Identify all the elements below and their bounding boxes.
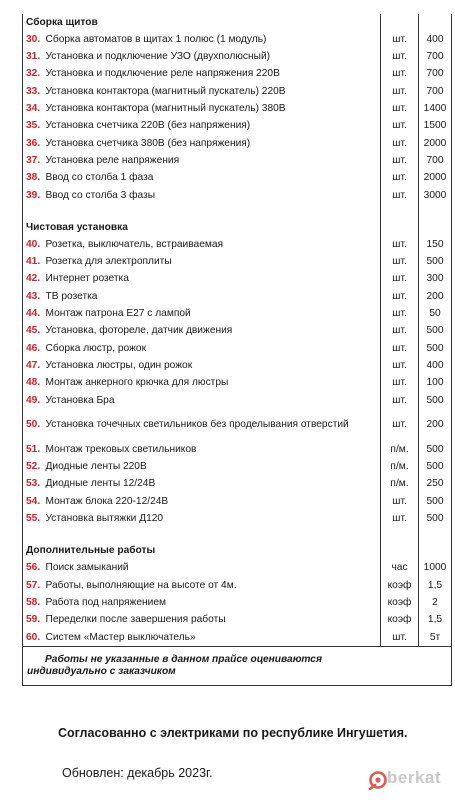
item-number: 57.	[23, 577, 46, 594]
item-price: 150	[419, 236, 452, 253]
item-unit: шт.	[381, 66, 419, 83]
item-price: 400	[419, 357, 452, 374]
item-name: Диодные ленты 12/24В	[45, 478, 156, 490]
item-number: 35.	[23, 117, 46, 134]
item-name: Установка Бра	[45, 394, 115, 406]
table-row	[23, 100, 452, 117]
item-number: 50.	[23, 409, 46, 441]
table-row	[23, 629, 452, 647]
item-number: 38.	[23, 169, 46, 186]
table-row	[23, 253, 452, 270]
item-name: Установка и подключение реле напряжения 220В	[45, 68, 280, 80]
item-name: ТВ розетка	[45, 290, 98, 302]
item-name: Монтаж трековых светильников	[45, 443, 197, 455]
item-name: Установка вытяжки Д120	[45, 513, 164, 525]
item-number: 60.	[23, 629, 46, 647]
table-row	[23, 409, 452, 441]
item-price: 100	[419, 374, 452, 391]
item-price: 2000	[419, 135, 452, 152]
item-price: 1400	[419, 100, 452, 117]
item-name: Установка счетчика 380В (без напряжения)	[45, 137, 251, 149]
item-name: Переделки после завершения работы	[45, 614, 226, 626]
item-price: 1,5	[419, 577, 452, 594]
note-row	[23, 646, 452, 685]
section-title: Сборка щитов	[23, 14, 381, 31]
item-unit: шт.	[381, 305, 419, 322]
item-unit: шт.	[381, 187, 419, 204]
item-number: 47.	[23, 357, 46, 374]
section-header-panel	[23, 14, 452, 31]
spacer-row	[23, 527, 452, 542]
table-row	[23, 510, 452, 527]
item-unit: шт.	[381, 288, 419, 305]
table-row	[23, 559, 452, 576]
spacer-row	[23, 204, 452, 219]
table-row	[23, 187, 452, 204]
item-price: 500	[419, 510, 452, 527]
table-row	[23, 48, 452, 65]
note-line-2: индивидуально с заказчиком	[27, 665, 176, 677]
item-unit: шт.	[381, 409, 419, 441]
table-row	[23, 611, 452, 628]
item-price: 500	[419, 322, 452, 339]
agreement-text: Согласованно с электриками по республике Ингушетия.	[58, 726, 408, 740]
item-price: 2000	[419, 169, 452, 186]
item-number: 58.	[23, 594, 46, 611]
item-number: 32.	[23, 66, 46, 83]
berkat-logo-icon	[367, 769, 389, 791]
item-price: 500	[419, 493, 452, 510]
item-unit: п/м.	[381, 458, 419, 475]
item-price: 200	[419, 288, 452, 305]
item-price: 2	[419, 594, 452, 611]
item-name: Систем «Мастер выключатель»	[45, 631, 196, 643]
item-name: Работа под напряжением	[45, 596, 167, 608]
item-unit: шт.	[381, 48, 419, 65]
item-price: 1000	[419, 559, 452, 576]
section-title: Чистовая установка	[23, 219, 381, 236]
item-unit: шт.	[381, 31, 419, 48]
item-unit: коэф	[381, 577, 419, 594]
table-row	[23, 594, 452, 611]
item-name: Сборка автоматов в щитах 1 полюс (1 модуль)	[45, 33, 267, 45]
item-number: 36.	[23, 135, 46, 152]
brand-watermark	[367, 767, 455, 797]
item-number: 56.	[23, 559, 46, 576]
item-name: Установка точечных светильников без проделывания отверстий	[45, 419, 349, 431]
item-unit: п/м.	[381, 476, 419, 493]
item-number: 52.	[23, 458, 46, 475]
item-price: 3000	[419, 187, 452, 204]
item-number: 45.	[23, 322, 46, 339]
item-number: 49.	[23, 392, 46, 409]
item-price: 1,5	[419, 611, 452, 628]
item-number: 30.	[23, 31, 46, 48]
table-row	[23, 374, 452, 391]
item-price: 700	[419, 152, 452, 169]
item-number: 37.	[23, 152, 46, 169]
table-row	[23, 476, 452, 493]
item-name: Установка счетчика 220В (без напряжения)	[45, 120, 251, 132]
item-price: 1500	[419, 117, 452, 134]
item-price: 250	[419, 476, 452, 493]
item-number: 51.	[23, 441, 46, 458]
item-name: Работы, выполняющие на высоте от 4м.	[45, 579, 237, 591]
brand-name: berkat	[387, 768, 442, 787]
item-unit: шт.	[381, 357, 419, 374]
item-name: Установка реле напряжения	[45, 154, 180, 166]
table-row	[23, 392, 452, 409]
item-price: 500	[419, 458, 452, 475]
item-unit: шт.	[381, 629, 419, 647]
item-unit: шт.	[381, 152, 419, 169]
item-unit: шт.	[381, 135, 419, 152]
table-row	[23, 236, 452, 253]
item-number: 34.	[23, 100, 46, 117]
item-unit: шт.	[381, 253, 419, 270]
item-number: 39.	[23, 187, 46, 204]
table-row	[23, 135, 452, 152]
item-name: Установка и подключение УЗО (двухполюсный)	[45, 51, 271, 63]
item-price: 500	[419, 340, 452, 357]
item-name: Ввод со столба 3 фазы	[45, 189, 156, 201]
item-unit: коэф	[381, 594, 419, 611]
table-row	[23, 340, 452, 357]
item-price: 200	[419, 409, 452, 441]
table-row	[23, 169, 452, 186]
item-unit: коэф	[381, 611, 419, 628]
table-row	[23, 493, 452, 510]
item-number: 43.	[23, 288, 46, 305]
table-row	[23, 458, 452, 475]
item-price: 50	[419, 305, 452, 322]
table-row	[23, 31, 452, 48]
item-unit: шт.	[381, 271, 419, 288]
price-table	[22, 14, 452, 686]
item-unit: шт.	[381, 322, 419, 339]
item-number: 59.	[23, 611, 46, 628]
item-unit: шт.	[381, 100, 419, 117]
item-number: 42.	[23, 271, 46, 288]
table-row	[23, 152, 452, 169]
table-row	[23, 577, 452, 594]
section-header-finish	[23, 219, 452, 236]
item-price: 500	[419, 441, 452, 458]
item-name: Установка люстры, один рожок	[45, 359, 193, 371]
item-name: Установка контактора (магнитный пускатель) 380В	[45, 103, 286, 115]
item-number: 46.	[23, 340, 46, 357]
item-unit: шт.	[381, 510, 419, 527]
note-cell	[23, 646, 452, 685]
item-unit: шт.	[381, 236, 419, 253]
item-number: 31.	[23, 48, 46, 65]
item-unit: шт.	[381, 392, 419, 409]
table-row	[23, 83, 452, 100]
item-name: Монтаж блока 220-12/24В	[45, 495, 169, 507]
item-number: 54.	[23, 493, 46, 510]
item-price: 5т	[419, 629, 452, 647]
section-header-extra	[23, 542, 452, 559]
item-unit: шт.	[381, 83, 419, 100]
item-name: Монтаж патрона Е27 с лампой	[45, 308, 191, 320]
item-price: 700	[419, 48, 452, 65]
updated-date: Обновлен: декабрь 2023г.	[62, 766, 213, 780]
item-name: Розетка для электроплиты	[45, 256, 172, 268]
item-price: 300	[419, 271, 452, 288]
item-unit: час	[381, 559, 419, 576]
section-title: Дополнительные работы	[23, 542, 381, 559]
item-name: Интернет розетка	[45, 273, 129, 285]
item-price: 700	[419, 66, 452, 83]
item-price: 400	[419, 31, 452, 48]
item-price: 500	[419, 253, 452, 270]
item-name: Ввод со столба 1 фаза	[45, 172, 154, 184]
item-price: 500	[419, 392, 452, 409]
item-number: 44.	[23, 305, 46, 322]
item-number: 53.	[23, 476, 46, 493]
table-row	[23, 66, 452, 83]
table-row	[23, 288, 452, 305]
item-name: Установка, фотореле, датчик движения	[45, 325, 233, 337]
table-row	[23, 441, 452, 458]
item-unit: шт.	[381, 169, 419, 186]
item-name: Диодные ленты 220В	[45, 461, 147, 473]
item-name: Сборка люстр, рожок	[45, 342, 147, 354]
item-number: 55.	[23, 510, 46, 527]
item-number: 33.	[23, 83, 46, 100]
table-row	[23, 322, 452, 339]
item-unit: п/м.	[381, 441, 419, 458]
table-row	[23, 117, 452, 134]
item-unit: шт.	[381, 340, 419, 357]
item-unit: шт.	[381, 117, 419, 134]
item-name: Установка контактора (магнитный пускатель) 220В	[45, 85, 286, 97]
table-row	[23, 271, 452, 288]
item-number: 48.	[23, 374, 46, 391]
table-row	[23, 357, 452, 374]
item-name: Монтаж анкерного крючка для люстры	[45, 377, 229, 389]
item-name: Розетка, выключатель, встраиваемая	[45, 238, 224, 250]
item-name: Поиск замыканий	[45, 562, 129, 574]
item-unit: шт.	[381, 374, 419, 391]
item-price: 700	[419, 83, 452, 100]
note-line-1: Работы не указанные в данном прайсе оцениваются	[45, 654, 322, 666]
item-unit: шт.	[381, 493, 419, 510]
item-number: 41.	[23, 253, 46, 270]
table-row	[23, 305, 452, 322]
item-number: 40.	[23, 236, 46, 253]
